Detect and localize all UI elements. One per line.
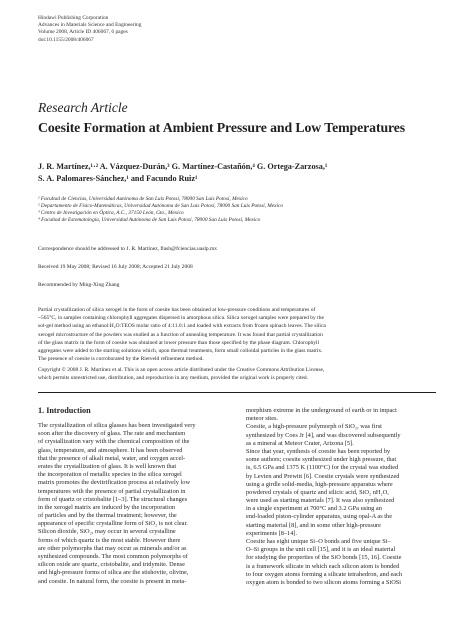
body-line: the incorporation of metallic species in the silica xerogel xyxy=(38,471,182,479)
author-list xyxy=(38,161,438,185)
body-line: appearance of specific crystalline form of SiO₂ is not clear. xyxy=(38,520,188,528)
body-line: experiments [8–14]. xyxy=(246,529,298,537)
body-line: of particles and by the thermal treatment; however, the xyxy=(38,512,177,520)
copyright-notice xyxy=(38,366,436,382)
publisher-line: Hindawi Publishing Corporation xyxy=(38,15,109,21)
left-column xyxy=(38,422,234,586)
body-line: as a mineral at Meteor Crater, Arizona [5]. xyxy=(246,439,354,447)
affiliation: ² Departamento de Físico-Matemáticas, Universidad Autónoma de San Luis Potosí, 78000 San Luis Potosí, Mexico xyxy=(38,203,283,210)
affiliation: ¹ Facultad de Ciencias, Universidad Autónoma de San Luis Potosí, 78000 San Luis Potosí, Mexico xyxy=(38,196,248,202)
doi-line: doi:10.1155/2008/406067 xyxy=(38,36,94,43)
body-line: are other polymorphs that may occur as minerals and/or as xyxy=(38,544,187,552)
body-line: synthesized by Coes Jr [4], and was discovered subsequently xyxy=(246,431,401,439)
body-line: and coesite. In natural form, the coesite is present in meta- xyxy=(38,577,187,585)
affiliation-list xyxy=(38,196,283,224)
body-line: silicon oxide are quartz, cristobalite, and tridymite. Dense xyxy=(38,561,185,569)
author-line: S. A. Palomares-Sánchez,¹ and Facundo Ruiz¹ xyxy=(38,174,198,184)
body-line: form of quartz or cristobalite [1–3]. The structural changes xyxy=(38,495,188,503)
body-line: Coesite has eight unique Si–O bonds and five unique Si– xyxy=(246,538,391,545)
abstract-line: Partial crystallization of silica xerogel in the form of coesite has been obtained at low-pressure conditions and temperatures of xyxy=(38,307,316,313)
body-line: for studying the properties of the SiO bonds [15, 16]. Coesite xyxy=(246,554,402,562)
abstract xyxy=(38,306,436,363)
correspondence-note: Correspondence should be addressed to J. R. Martínez, flash@fciencias.uaslp.mx xyxy=(38,246,218,252)
body-line: Since that year, synthesis of coesite has been reported by xyxy=(246,447,391,455)
body-line: is, 6.5 GPa and 1375 K (1100°C) for the crystal was studied xyxy=(246,464,399,472)
body-line: were used as starting materials [7]. It was also synthesized xyxy=(246,497,395,505)
body-line: synthesized compounds. The most common polymorphs of xyxy=(38,553,188,560)
body-line: The crystallization of silica glasses has been investigated very xyxy=(38,422,196,429)
editor-note: Recommended by Ming-Xing Zhang xyxy=(38,282,120,288)
abstract-line: xerogel microstructure of the powders was studied as a function of annealing temperature. It was found that partial crystallization xyxy=(38,331,323,338)
abstract-line: The presence of coesite is corroborated by the Rietveld refinement method. xyxy=(38,356,204,363)
body-line: Coesite, a high-pressure polymorph of SiO₂, was first xyxy=(246,423,382,431)
journal-header xyxy=(38,15,141,44)
body-line: in a single experiment at 700°C and 3.2 GPa using an xyxy=(246,505,382,513)
body-line: erates the crystallization of glass. It is well known that xyxy=(38,462,177,470)
affiliation: ⁴ Facultad de Estomatología, Universidad Autónoma de San Luis Potosí, 78000 San Luis Potosí, Mexico xyxy=(38,217,261,224)
section-divider xyxy=(38,392,436,393)
body-line: Silicon dioxide, SiO₂, may occur in several crystalline xyxy=(38,528,176,536)
copyright-line: which permits unrestricted use, distribution, and reproduction in any medium, provided the original work is properly cited. xyxy=(38,375,309,382)
body-line: some authors; coesite synthesized under high pressure, that xyxy=(246,456,397,464)
body-line: oxygen atom is bonded to two silicon atoms forming a SiOSi xyxy=(246,578,402,586)
body-line: matrix promotes the devitrification process at relatively low xyxy=(38,479,191,487)
body-line: and high-pressure forms of silica are the stishovite, olivine, xyxy=(38,569,189,577)
author-line: J. R. Martínez,¹·² A. Vázquez-Durán,³ G. Martínez-Castañón,⁴ G. Ortega-Zarzosa,¹ xyxy=(38,162,328,171)
body-line: by Levien and Prewitt [6]. Coesite crystals were synthesized xyxy=(246,472,400,480)
affiliation: ³ Centro de Investigación en Óptica, A.C., 37150 León, Gto., Mexico xyxy=(38,210,184,217)
body-line: is a framework silicate in which each silicon atom is bonded xyxy=(246,562,400,570)
body-line: in the xerogel matrix are induced by the incorporation xyxy=(38,503,176,511)
body-line: that the presence of alkali metal, water, and oxygen accel- xyxy=(38,454,186,462)
abstract-line: sol-gel method using an ethanol:H₂O:TEOS molar ratio of 4:11.6:1 and loaded with extracts from frozen spinach leaves. The silica xyxy=(38,323,326,330)
body-line: meteor sites. xyxy=(246,415,279,423)
abstract-line: aggregates were added to the starting solutions which, upon thermal treatments, form small colloidal particles in the glass matrix. xyxy=(38,348,323,355)
journal-line: Advances in Materials Science and Engineering xyxy=(38,22,142,29)
abstract-line: of the glass matrix in the form of coesite was obtained at lower pressure than those specified by the phase diagram. Chlorophyll xyxy=(38,339,320,346)
right-column xyxy=(246,407,438,587)
abstract-line: ~565°C, in samples containing chlorophyll aggregates dispersed in amorphous silica. Silica xerogel samples were prepared by the xyxy=(38,315,324,322)
body-line: to four oxygen atoms forming a silicate tetrahedron, and each xyxy=(246,570,403,578)
section-heading: 1. Introduction xyxy=(38,406,91,415)
article-dates: Received 19 May 2008; Revised 16 July 2008; Accepted 21 July 2008 xyxy=(38,264,193,270)
body-line: glass, temperature, and atmosphere. It has been observed xyxy=(38,446,183,454)
body-line: soon after the discovery of glass. The rate and mechanism xyxy=(38,430,186,438)
body-line: end-loaded piston-cylinder apparatus, using opal-A as the xyxy=(246,513,393,521)
body-line: powdered crystals of quartz and silicic acid, SiO₂ nH₂O, xyxy=(246,488,389,496)
copyright-line: Copyright © 2008 J. R. Martínez et al. This is an open access article distributed under the Creative Commons Attribution License, xyxy=(38,367,325,373)
body-line: of crystallization vary with the chemical composition of the xyxy=(38,438,190,446)
body-line: using a girdle solid-media, high-pressure apparatus where xyxy=(246,480,393,488)
body-line: morphism extreme in the underground of earth or in impact xyxy=(246,407,397,414)
body-line: forms of which quartz is the most stable. However there xyxy=(38,536,181,544)
article-kind: Research Article xyxy=(38,100,128,115)
article-title: Coesite Formation at Ambient Pressure and Low Temperatures xyxy=(38,120,406,135)
body-line: starting material [8], and in some other high-pressure xyxy=(246,521,381,529)
body-line: temperatures with the presence of partial crystallization in xyxy=(38,487,186,495)
body-line: O–Si groups in the unit cell [15], and it is an ideal material xyxy=(246,546,396,554)
volume-line: Volume 2008, Article ID 406067, 6 pages xyxy=(38,29,128,36)
